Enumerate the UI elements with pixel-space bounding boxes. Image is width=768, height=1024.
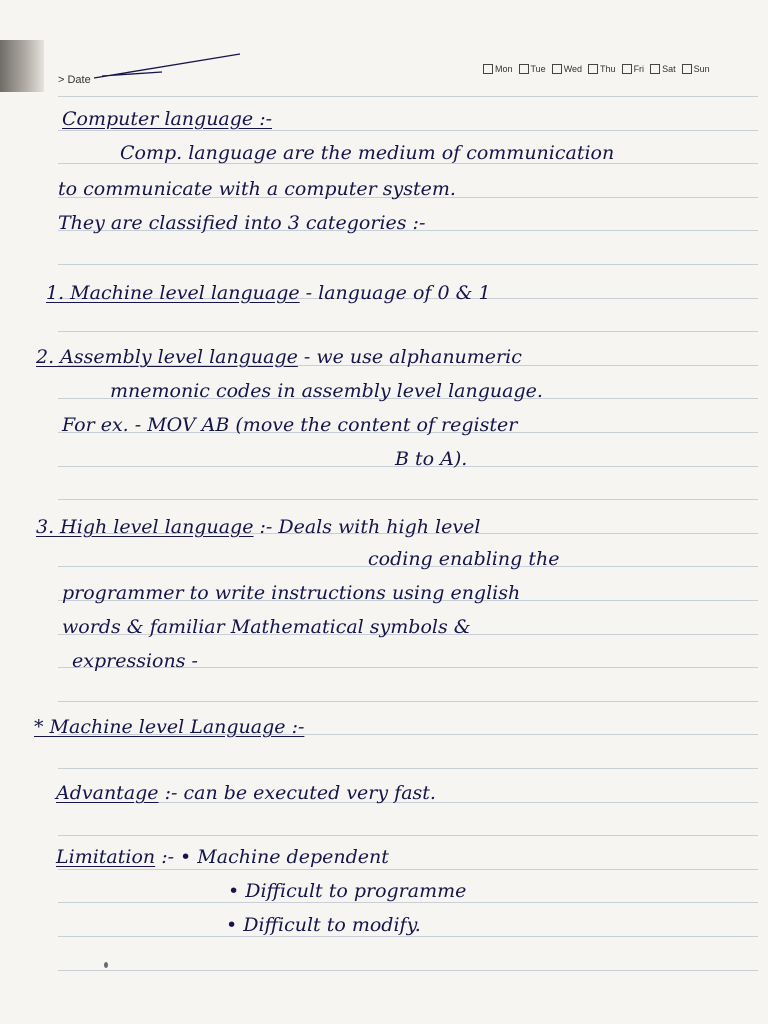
page-title: Computer language :- bbox=[62, 108, 273, 130]
day-wed bbox=[552, 64, 582, 74]
item-1-definition: - language of 0 & 1 bbox=[305, 282, 491, 304]
item-3 bbox=[36, 516, 480, 538]
day-mon bbox=[483, 64, 513, 74]
binder-edge bbox=[0, 40, 44, 92]
ruled-line bbox=[58, 331, 758, 332]
date-label: > Date bbox=[58, 74, 91, 86]
day-label: Tue bbox=[530, 64, 546, 74]
limitation-2: • Difficult to programme bbox=[228, 880, 467, 902]
item-2-line-2: mnemonic codes in assembly level language. bbox=[110, 380, 543, 402]
day-label: Fri bbox=[633, 64, 645, 74]
ruled-line bbox=[58, 130, 758, 131]
advantage-row bbox=[56, 782, 436, 804]
item-2-line-4: B to A). bbox=[395, 448, 468, 470]
day-fri bbox=[622, 64, 645, 74]
intro-line-3: They are classified into 3 categories :- bbox=[58, 212, 426, 234]
limitation-label: Limitation bbox=[56, 846, 156, 868]
ruled-line bbox=[58, 499, 758, 500]
pencil-mark bbox=[104, 962, 108, 968]
ruled-line bbox=[58, 96, 758, 97]
checkbox-icon bbox=[519, 64, 529, 74]
item-3-line-5: expressions - bbox=[72, 650, 198, 672]
limitation-1: :- • Machine dependent bbox=[161, 846, 389, 868]
weekday-checkboxes bbox=[483, 64, 710, 74]
limitation-3: • Difficult to modify. bbox=[226, 914, 421, 936]
item-2-line-1: - we use alphanumeric bbox=[303, 346, 522, 368]
checkbox-icon bbox=[552, 64, 562, 74]
day-label: Thu bbox=[600, 64, 616, 74]
intro-line-1: Comp. language are the medium of communication bbox=[120, 142, 615, 164]
ruled-line bbox=[58, 869, 758, 870]
day-label: Wed bbox=[563, 64, 583, 74]
checkbox-icon bbox=[650, 64, 660, 74]
checkbox-icon bbox=[622, 64, 632, 74]
ruled-line bbox=[58, 835, 758, 836]
item-2-term: 2. Assembly level language bbox=[36, 346, 298, 368]
item-2 bbox=[36, 346, 522, 368]
intro-line-2: to communicate with a computer system. bbox=[58, 178, 456, 200]
ruled-line bbox=[58, 768, 758, 769]
checkbox-icon bbox=[483, 64, 493, 74]
item-3-term: 3. High level language bbox=[36, 516, 254, 538]
day-label: Mon bbox=[495, 64, 513, 74]
day-label: Sun bbox=[693, 64, 710, 74]
ruled-line bbox=[58, 970, 758, 971]
limitation-row bbox=[56, 846, 389, 868]
item-3-line-4: words & familiar Mathematical symbols & bbox=[62, 616, 471, 638]
date-scribble bbox=[92, 52, 242, 82]
checkbox-icon bbox=[588, 64, 598, 74]
ruled-line bbox=[58, 264, 758, 265]
ruled-line bbox=[58, 701, 758, 702]
advantage-label: Advantage bbox=[56, 782, 159, 804]
advantage-text: :- can be executed very fast. bbox=[164, 782, 436, 804]
day-thu bbox=[588, 64, 616, 74]
checkbox-icon bbox=[682, 64, 692, 74]
day-sun bbox=[682, 64, 710, 74]
day-tue bbox=[519, 64, 546, 74]
item-3-line-2: coding enabling the bbox=[368, 548, 560, 570]
section-heading: * Machine level Language :- bbox=[34, 716, 305, 738]
item-2-line-3: For ex. - MOV AB (move the content of register bbox=[62, 414, 518, 436]
item-1 bbox=[46, 282, 491, 304]
ruled-line bbox=[58, 936, 758, 937]
item-3-line-3: programmer to write instructions using english bbox=[62, 582, 521, 604]
item-3-line-1: :- Deals with high level bbox=[259, 516, 481, 538]
item-1-term: 1. Machine level language bbox=[46, 282, 300, 304]
ruled-line bbox=[58, 902, 758, 903]
day-label: Sat bbox=[662, 64, 676, 74]
day-sat bbox=[650, 64, 676, 74]
